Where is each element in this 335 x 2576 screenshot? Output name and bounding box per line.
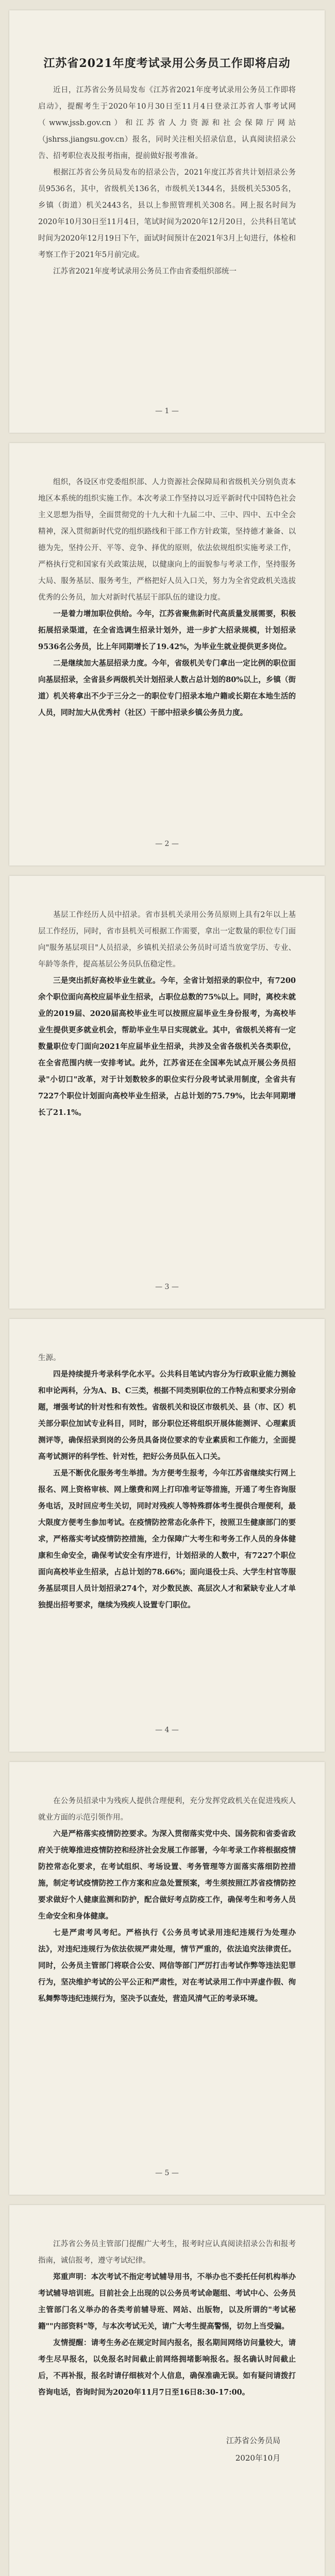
paragraph: 组织，各设区市党委组织部、人力资源社会保障局和省级机关分别负责本地区本系统的组织实施工作。本次考录工作坚持以习近平新时代中国特色社会主义思想为指导，全面贯彻党的十九大和十九届二中、三中、四中、五中全会精神，深入贯彻新时代党的组织路线和干部工作方针政策，坚持德才兼备、以德为先，坚持公开、平等、竞争、择优的原则，依法依规组织实施考录工作，严格执行党和国家有关政策法规，以健康向上的面貌参与考录工作，坚持服务大局、服务基层、服务考生，严格把好人员入口关，努力为全省党政机关选拔优秀的公务员，加大对新时代基层干部队伍的建设力度。 [38,478,296,602]
page-number: — 3 — [155,1283,179,1291]
page-number: — 4 — [155,1726,179,1734]
section-heading-paragraph: 四是持续提升考录科学化水平。公共科目笔试内容分为行政职业能力测验和申论两科，分为A、B、C三类，根据不同类别职位的工作特点和要求分别命题，增强考试的针对性和有效性。省级机关和设区市级机关、县（市、区）机关部分职位加试专业科目，同时，部分职位还将组织开展体能测评、心理素质测评等，确保招录到岗的公务员具备岗位要求的专业素质和工作能力，全面提高考试测评的科学性、针对性，把好公务员队伍入口关。 [38,1370,296,1461]
document-page-3 [9,876,325,1309]
paragraph: 江苏省2021年度考试录用公务员工作由省委组织部统一 [53,267,237,276]
paragraph: 近日，江苏省公务员局发布《江苏省2021年度考试录用公务员工作即将启动》，提醒考生于2020年10月30日至11月4日登录江苏省人事考试网（www.jssb.gov.cn）和江苏省人力资源和社会保障厅网站（jshrss.jiangsu.gov.cn）报名，同时关注相关招录信息，认真阅读招录公告、招考职位表及报考指南，提前做好报考准备。 [38,86,296,160]
section-heading-paragraph: 友情提醒：请考生务必在规定时间内报名，报名期间网络访问量较大，请考生尽早报名，以免报名时间截止前网络拥堵影响报名。报名确认时间截止后，不再补报，报名时请仔细核对个人信息，确保准确无误。如有疑问请拨打咨询电话，咨询时间为2020年11月7日至16日8:30-17:00。 [38,2338,296,2397]
paragraph: 生源。 [38,1354,61,1362]
signature-block [38,2432,296,2467]
signature-date: 2020年10月 [235,2453,280,2463]
page-number: — 1 — [155,407,179,415]
document-page-4 [9,1319,325,1752]
document-page-2 [9,443,325,866]
paragraph: 根据江苏省公务员局发布的招录公告，2021年度江苏省共计划招录公务员9536名，其中，省级机关136名，市级机关1344名，县级机关5305名，乡镇（街道）机关2443名，县以上参照管理机关308名。网上报名时间为2020年10月30日至11月4日，笔试时间为2020年12月20日，公共科目笔试时间为2020年12月19日下午，面试时间预计在2021年3月上旬进行，体检和考察工作于2021年5月前完成。 [38,168,296,259]
page-number: — 5 — [155,2169,179,2177]
paragraph: 在公务员招录中为残疾人提供合理便利，充分发挥党政机关在促进残疾人就业方面的示范引领作用。 [38,1797,296,1822]
page-title: 江苏省2021年度考试录用公务员工作即将启动 [43,57,291,70]
section-heading-paragraph: 二是继续加大基层招录力度。今年，省级机关专门拿出一定比例的职位面向基层招录，全省县乡两级机关计划招录人数占总计划的80%以上，乡镇（街道）机关将拿出不少于三分之一的职位专门招录本地户籍或长期在本地生活的人员，同时加大从优秀村（社区）干部中招录乡镇公务员力度。 [38,659,296,717]
section-heading-paragraph: 一是着力增加职位供给。今年，江苏省聚焦新时代高质量发展需要，积极拓展招录渠道，在全省选调生招录计划外，进一步扩大招录规模，计划招录9536名公务员，比上年同期增长了19.42%，为毕业生就业提供更多岗位。 [38,609,296,651]
document-page-6 [9,2205,325,2576]
section-heading-paragraph: 三是突出抓好高校毕业生就业。今年，全省计划招录的职位中，有7200余个职位面向高校应届毕业生招录，占职位总数的75%以上。同时，离校未就业的2019届、2020届高校毕业生可以按照应届毕业生身份报考，为高校毕业生提供更多就业机会，帮助毕业生早日实现就业。其中，省级机关将有一定数量职位专门面向2021年应届毕业生招录，共涉及全省各级机关各类职位，在全省范围内统一安排考试。此外，江苏省还在全国率先试点开展公务员招录"小切口"改革，对于计划数较多的职位实行分段考试录用制度，全省共有7227个职位计划面向高校毕业生招录，占总计划的75.79%，比去年同期增长了21.1%。 [38,976,296,1117]
paragraph: 江苏省公务员主管部门提醒广大考生，报考时应认真阅读招录公告和报考指南，诚信报考，遵守考试纪律。 [38,2240,296,2265]
document-page-5 [9,1762,325,2195]
signature-org: 江苏省公务员局 [226,2436,280,2445]
document-page-1 [9,10,325,433]
page-number: — 2 — [155,840,179,848]
paragraph: 基层工作经历人员中招录。省市县机关录用公务员原则上具有2年以上基层工作经历，同时，省市县机关可根据工作需要，拿出一定数量的职位专门面向"服务基层项目"人员招录，乡镇机关招录公务员时可适当放宽学历、专业、年龄等条件，提高基层公务员队伍稳定性。 [38,911,296,969]
section-heading-paragraph: 七是严肃考风考纪。严格执行《公务员考试录用违纪违规行为处理办法》，对违纪违规行为依法依规严肃处理，情节严重的，依法追究法律责任。同时，公务员主管部门将联合公安、网信等部门严厉打击考试作弊等违法犯罪行为，坚决维护考试的公平公正和严肃性，对在考试录用工作中弄虚作假、徇私舞弊等违纪违规行为，坚决予以查处，营造风清气正的考录环境。 [38,1928,296,2003]
section-heading-paragraph: 五是不断优化服务考生举措。为方便考生报考，今年江苏省继续实行网上报名、网上资格审核、网上缴费和网上打印准考证等措施，开通了考生咨询服务电话，及时回应考生关切，同时对残疾人等特殊群体考生提供合理便利，最大限度方便考生参加考试。在疫情防控常态化条件下，按照卫生健康部门的要求，严格落实考试疫情防控措施，全力保障广大考生和考务工作人员的身体健康和生命安全，确保考试安全有序进行，计划招录的人数中，有7227个职位面向高校毕业生招录，占总计划的78.66%；面向退役士兵、大学生村官等服务基层项目人员计划招录274个，对少数民族、高层次人才和紧缺专业人才单独提出招考要求，继续为残疾人设置专门职位。 [38,1469,296,1609]
section-heading-paragraph: 六是严格落实疫情防控要求。为深入贯彻落实党中央、国务院和省委省政府关于统筹推进疫情防控和经济社会发展工作部署，今年考录工作将根据疫情防控常态化要求，在考试组织、考场设置、考务管理等方面落实落细防控措施，制定考试疫情防控工作方案和应急处置预案，考生须按照江苏省疫情防控要求做好个人健康监测和防护，配合做好考点防疫工作，确保考生和考务人员生命安全和身体健康。 [38,1829,296,1921]
section-heading-paragraph: 郑重声明：本次考试不指定考试辅导用书，不举办也不委托任何机构举办考试辅导培训班。目前社会上出现的以公务员考试命题组、考试中心、公务员主管部门名义举办的各类考前辅导班、网站、出版物，以及所谓的"考试秘籍""内部资料"等，与本次考试无关，请广大考生提高警惕，切勿上当受骗。 [38,2273,296,2331]
